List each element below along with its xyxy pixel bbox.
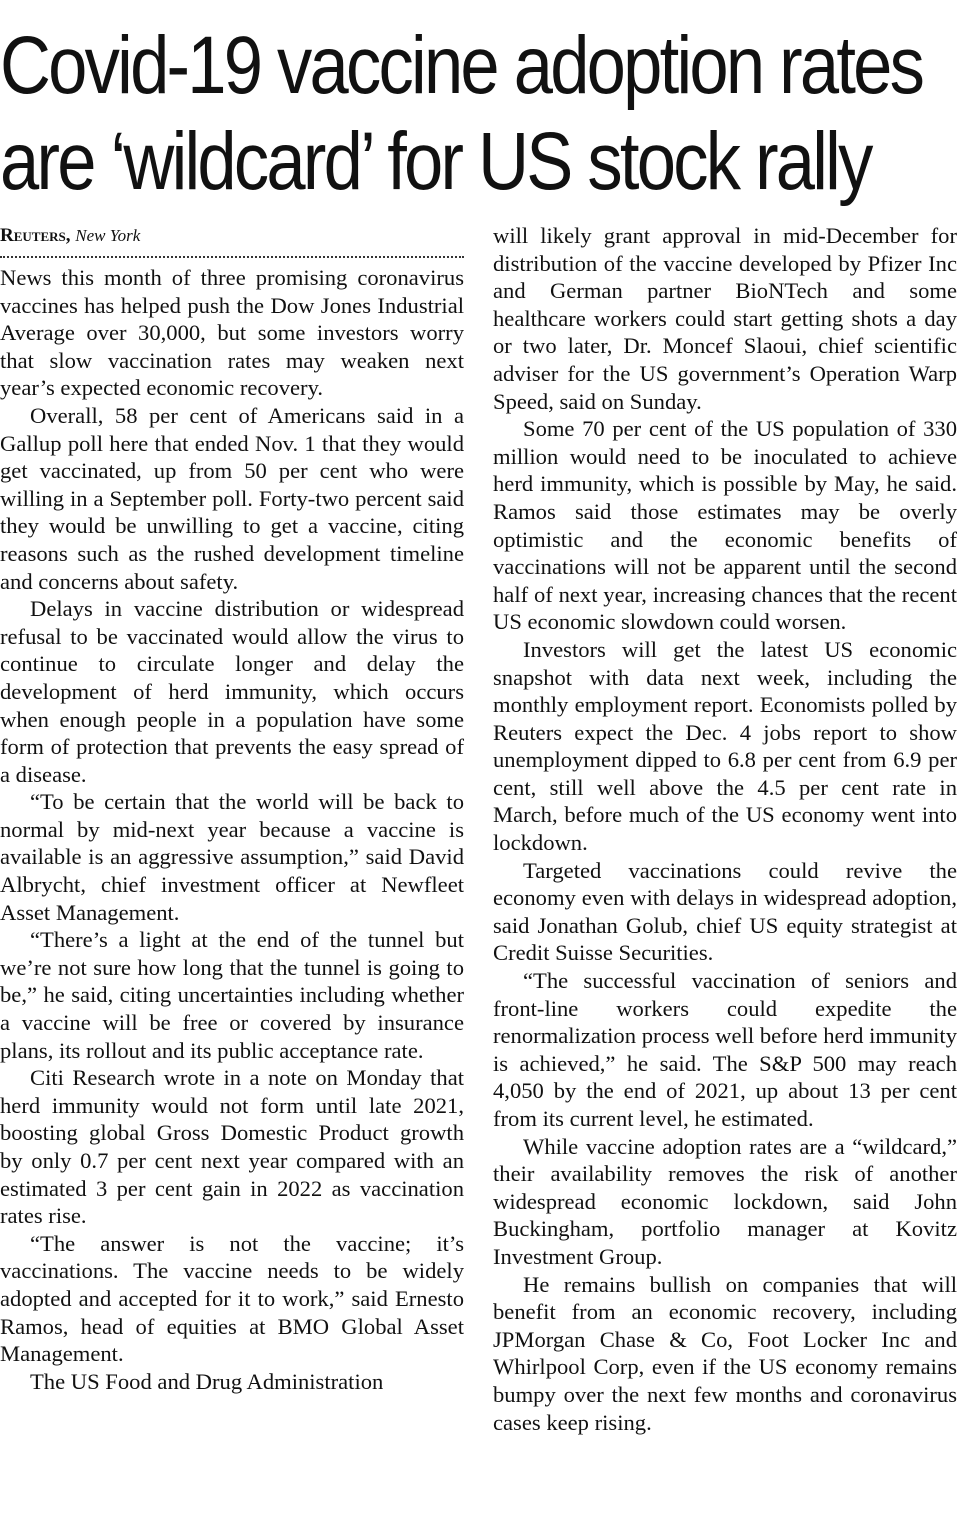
paragraph: “The successful vaccination of seniors and front-line workers could expedite the renormalization process well before herd immunity is achieved,” he said. The S&P 500 may reach 4,050 by the end of 2021, up about 13 per cent from its current level, he estimated. bbox=[493, 968, 957, 1131]
paragraph: Delays in vaccine distribution or widespread refusal to be vaccinated would allow the virus to continue to circulate longer and delay the development of herd immunity, which occurs when enough people in a population have some form of protection that prevents the easy spread of a disease. bbox=[0, 596, 464, 787]
paragraph: “There’s a light at the end of the tunnel but we’re not sure how long that the tunnel is going to be,” he said, citing uncertainties including whether a vaccine will be free or covered by insurance plans, its rollout and its public acceptance rate. bbox=[0, 927, 464, 1063]
article-headline bbox=[0, 18, 923, 210]
paragraph: Investors will get the latest US economic snapshot with data next week, including the monthly employment report. Economists polled by Reuters expect the Dec. 4 jobs report to show unemployment dipped to 6.8 per cent from 6.9 per cent, still well above the 4.5 per cent rate in March, before much of the US economy went into lockdown. bbox=[493, 636, 957, 856]
headline-line-1: Covid-19 vaccine adoption rates bbox=[0, 20, 923, 111]
paragraph: News this month of three promising coronavirus vaccines has helped push the Dow Jones Industrial Average over 30,000, but some investors worry that slow vaccination rates may weaken next year’s expected economic recovery. bbox=[0, 265, 464, 401]
left-column bbox=[0, 222, 464, 1395]
right-column bbox=[493, 222, 957, 1436]
paragraph: will likely grant approval in mid-December for distribution of the vaccine developed by Pfizer Inc and German partner BioNTech and some healthcare workers could start getting shots a day or two later, Dr. Moncef Slaoui, chief scientific adviser for the US government’s Operation Warp Speed, said on Sunday. bbox=[493, 223, 957, 414]
paragraph: “To be certain that the world will be back to normal by mid-next year because a vaccine is available is an aggressive assumption,” said David Albrycht, chief investment officer at Newfleet Asset Management. bbox=[0, 789, 464, 925]
paragraph: Some 70 per cent of the US population of 330 million would need to be inoculated to achieve herd immunity, which is possible by May, he said. Ramos said those estimates may be overly optimistic and the economic benefits of vaccinations will not be apparent until the second half of next year, increasing chances that the recent US economic slowdown could worsen. bbox=[493, 416, 957, 635]
byline-location: New York bbox=[75, 226, 141, 245]
paragraph: The US Food and Drug Administration bbox=[30, 1368, 384, 1394]
paragraph: “The answer is not the vaccine; it’s vaccinations. The vaccine needs to be widely adopted and accepted for it to work,” said Ernesto Ramos, head of equities at BMO Global Asset Management. bbox=[0, 1230, 464, 1367]
byline bbox=[0, 222, 464, 250]
paragraph: Overall, 58 per cent of Americans said in a Gallup poll here that ended Nov. 1 that they would get vaccinated, up from 50 per cent who were willing in a September poll. Forty-two percent said they would be unwilling to get a vaccine, citing reasons such as the rushed development timeline and concerns about safety. bbox=[0, 402, 464, 594]
byline-agency: Reuters, bbox=[0, 225, 71, 246]
headline-line-2: are ‘wildcard’ for US stock rally bbox=[0, 116, 871, 207]
paragraph: He remains bullish on companies that will benefit from an economic recovery, including JPMorgan Chase & Co, Foot Locker Inc and Whirlpool Corp, even if the US economy remains bumpy over the next few months and coronavirus cases keep rising. bbox=[493, 1271, 957, 1435]
paragraph: Citi Research wrote in a note on Monday that herd immunity would not form until late 2021, boosting global Gross Domestic Product growth by only 0.7 per cent next year compared with an estimated 3 per cent gain in 2022 as vaccination rates rise. bbox=[0, 1065, 464, 1229]
byline-divider bbox=[0, 256, 464, 258]
paragraph: Targeted vaccinations could revive the economy even with delays in widespread adoption, said Jonathan Golub, chief US equity strategist at Credit Suisse Securities. bbox=[493, 857, 957, 966]
paragraph: While vaccine adoption rates are a “wildcard,” their availability removes the risk of another widespread economic lockdown, said John Buckingham, portfolio manager at Kovitz Investment Group. bbox=[493, 1133, 957, 1269]
